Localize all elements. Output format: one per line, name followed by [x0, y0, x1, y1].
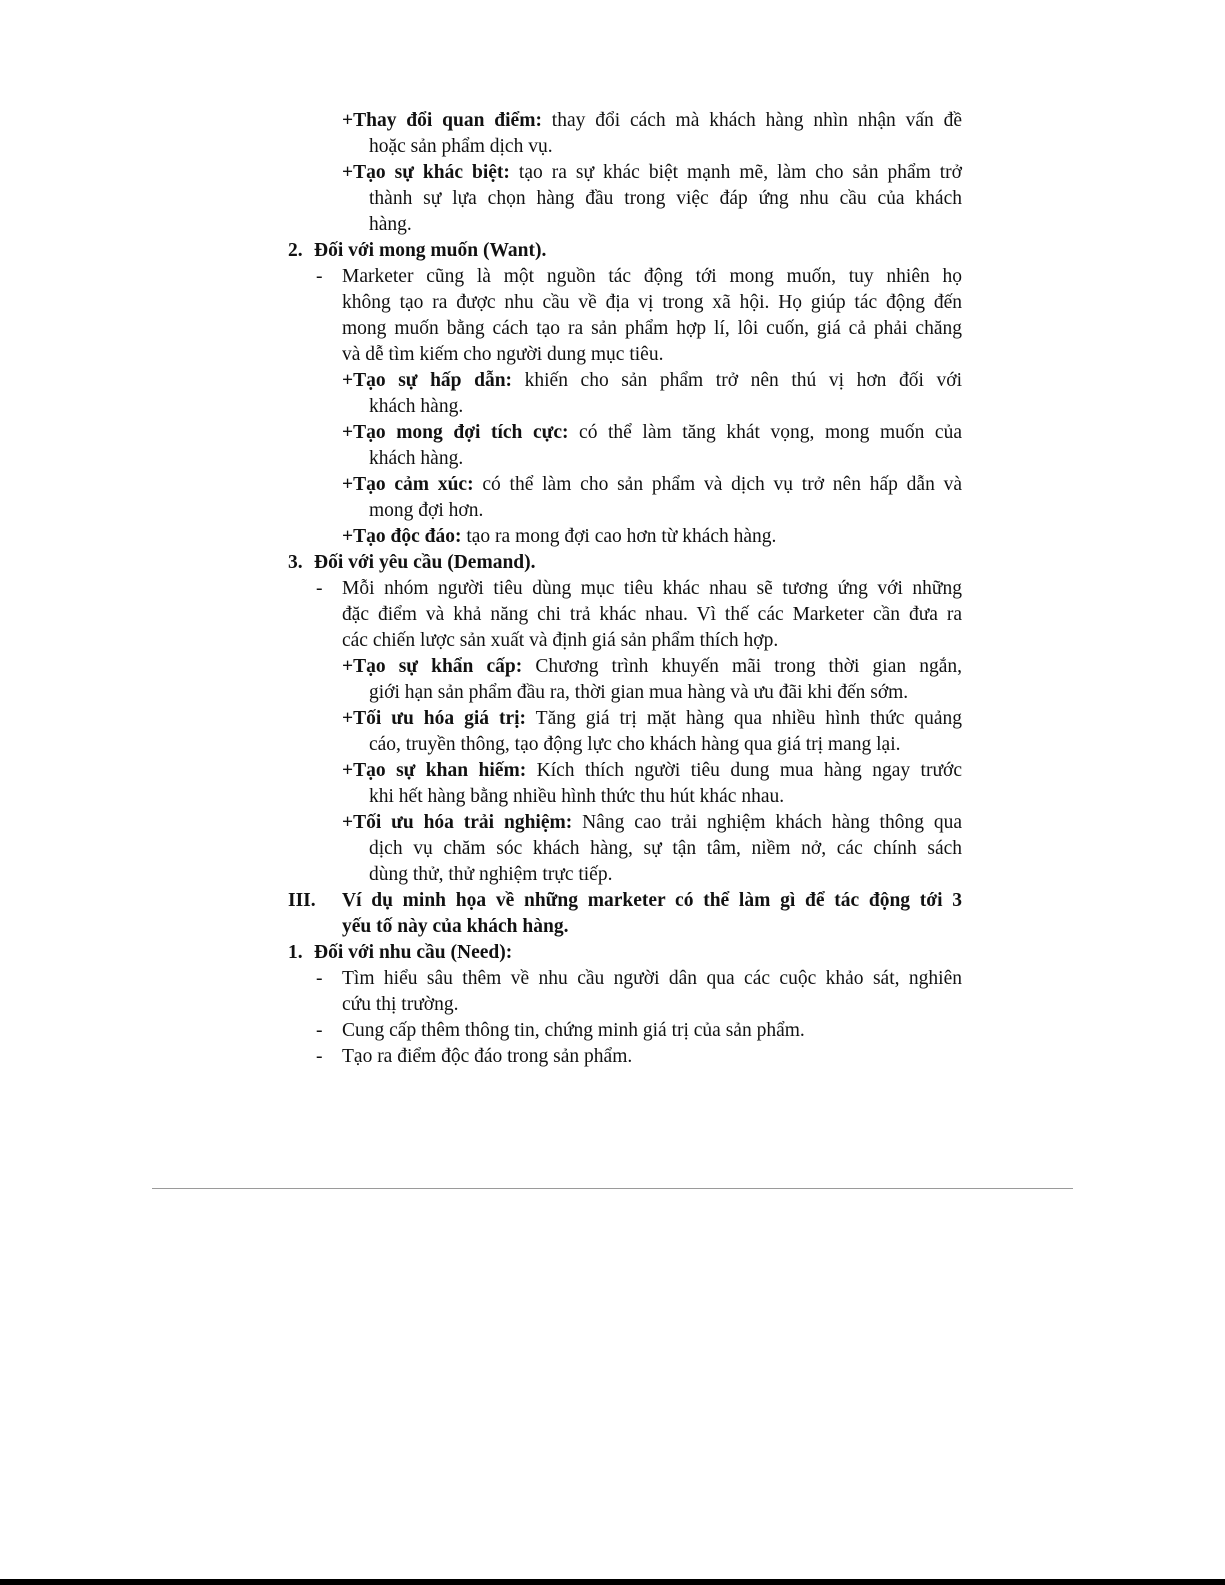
sub-point-label: +Tạo sự khác biệt:	[342, 162, 510, 183]
sub-point-text: Chương trình khuyến mãi trong thời gian ngắn,	[522, 656, 962, 677]
sub-point-text: Tăng giá trị mặt hàng qua nhiều hình thức quảng	[526, 708, 962, 729]
sub-point-label: +Thay đổi quan điểm:	[342, 110, 542, 131]
section-title-line: yếu tố này của khách hàng.	[342, 916, 569, 937]
sub-point-label: +Tạo sự khan hiếm:	[342, 760, 527, 781]
sub-point-line	[342, 472, 962, 498]
sub-point-continuation: cáo, truyền thông, tạo động lực cho khách hàng qua giá trị mang lại.	[369, 734, 901, 755]
sub-point-continuation: hoặc sản phẩm dịch vụ.	[369, 136, 553, 157]
sub-point-continuation: khách hàng.	[369, 448, 464, 469]
sub-point-line	[342, 420, 962, 446]
sub-point-line	[342, 758, 962, 784]
bullet-text-line: và dễ tìm kiếm cho người dung mục tiêu.	[342, 344, 664, 365]
sub-point-text: Nâng cao trải nghiệm khách hàng thông qua	[572, 812, 963, 833]
sub-point-line	[342, 654, 962, 680]
bullet-text-line: mong muốn bằng cách tạo ra sản phẩm hợp lí, lôi cuốn, giá cả phải chăng	[342, 318, 962, 339]
sub-point-label: +Tạo sự khẩn cấp:	[342, 656, 523, 677]
heading-number: 1.	[288, 942, 303, 963]
bullet-text-line: Tạo ra điểm độc đáo trong sản phẩm.	[342, 1046, 633, 1067]
sub-point-text: tạo ra sự khác biệt mạnh mẽ, làm cho sản phẩm trở	[509, 162, 962, 183]
sub-point-continuation: giới hạn sản phẩm đầu ra, thời gian mua hàng và ưu đãi khi đến sớm.	[369, 682, 909, 703]
sub-point-line	[342, 810, 962, 836]
heading-text: Đối với nhu cầu (Need):	[314, 942, 513, 963]
bullet-dash: -	[316, 1046, 323, 1067]
sub-point-label: +Tạo độc đáo:	[342, 526, 462, 547]
sub-point-line	[342, 160, 962, 186]
sub-point-label: +Tạo cảm xúc:	[342, 474, 474, 495]
page-separator	[152, 1188, 1073, 1189]
sub-point-text: có thể làm tăng khát vọng, mong muốn của	[568, 422, 962, 443]
bullet-dash: -	[316, 1020, 323, 1041]
bullet-text-line: các chiến lược sản xuất và định giá sản phẩm thích hợp.	[342, 630, 779, 651]
bullet-text-line: đặc điểm và khả năng chi trả khác nhau. Vì thế các Marketer cần đưa ra	[342, 604, 962, 625]
bullet-text-line: Marketer cũng là một nguồn tác động tới mong muốn, tuy nhiên họ	[342, 266, 962, 287]
sub-point-line	[342, 524, 776, 550]
sub-point-label: +Tối ưu hóa trải nghiệm:	[342, 812, 573, 833]
heading-text: Đối với mong muốn (Want).	[314, 240, 547, 261]
heading-number: 3.	[288, 552, 303, 573]
sub-point-label: +Tối ưu hóa giá trị:	[342, 708, 527, 729]
sub-point-text: có thể làm cho sản phẩm và dịch vụ trở nên hấp dẫn và	[473, 474, 962, 495]
sub-point-continuation: dùng thử, thử nghiệm trực tiếp.	[369, 864, 613, 885]
sub-point-continuation: khi hết hàng bằng nhiều hình thức thu hút khác nhau.	[369, 786, 785, 807]
sub-point-line	[342, 706, 962, 732]
page-bottom-edge	[0, 1579, 1225, 1585]
sub-point-line	[342, 368, 962, 394]
bullet-dash: -	[316, 578, 323, 599]
heading-number: 2.	[288, 240, 303, 261]
sub-point-label: +Tạo sự hấp dẫn:	[342, 370, 513, 391]
bullet-text-line: Tìm hiểu sâu thêm về nhu cầu người dân qua các cuộc khảo sát, nghiên	[342, 968, 962, 989]
sub-point-label: +Tạo mong đợi tích cực:	[342, 422, 569, 443]
heading-text: Đối với yêu cầu (Demand).	[314, 552, 536, 573]
sub-point-continuation: mong đợi hơn.	[369, 500, 484, 521]
bullet-text-line: Mỗi nhóm người tiêu dùng mục tiêu khác nhau sẽ tương ứng với những	[342, 578, 962, 599]
bullet-text-line: không tạo ra được nhu cầu về địa vị trong xã hội. Họ giúp tác động đến	[342, 292, 962, 313]
sub-point-text: thay đổi cách mà khách hàng nhìn nhận vấn đề	[541, 110, 962, 131]
sub-point-continuation: khách hàng.	[369, 396, 464, 417]
sub-point-text: Kích thích người tiêu dung mua hàng ngay trước	[526, 760, 962, 781]
sub-point-continuation: dịch vụ chăm sóc khách hàng, sự tận tâm, niềm nở, các chính sách	[369, 838, 962, 859]
sub-point-continuation: hàng.	[369, 214, 412, 235]
bullet-dash: -	[316, 266, 323, 287]
sub-point-text: tạo ra mong đợi cao hơn từ khách hàng.	[461, 526, 777, 547]
section-number: III.	[288, 890, 316, 911]
sub-point-text: khiến cho sản phẩm trở nên thú vị hơn đối với	[512, 370, 962, 391]
sub-point-continuation: thành sự lựa chọn hàng đầu trong việc đáp ứng nhu cầu của khách	[369, 188, 962, 209]
sub-point-line	[342, 108, 962, 134]
section-title-line: Ví dụ minh họa về những marketer có thể làm gì để tác động tới 3	[342, 890, 962, 911]
bullet-text-line: cứu thị trường.	[342, 994, 459, 1015]
bullet-text-line: Cung cấp thêm thông tin, chứng minh giá trị của sản phẩm.	[342, 1020, 805, 1041]
bullet-dash: -	[316, 968, 323, 989]
